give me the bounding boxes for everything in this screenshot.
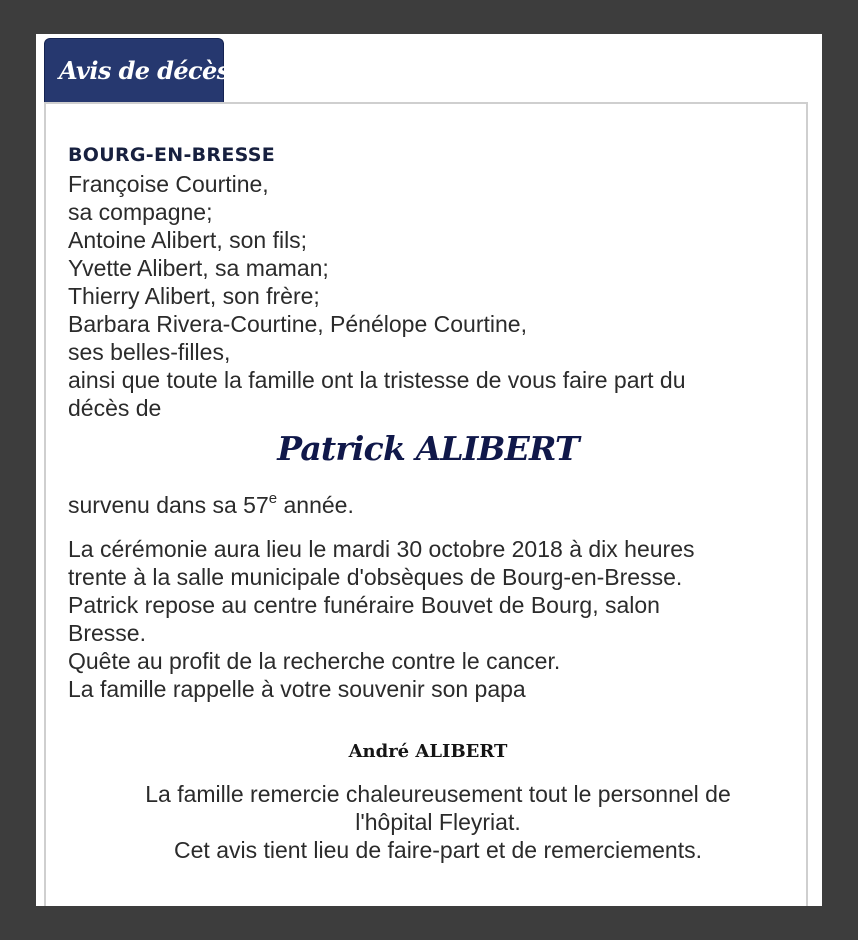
notice-city: BOURG-EN-BRESSE [68,144,276,166]
announcement-line: décès de [68,395,162,421]
ceremony-block [68,535,788,703]
tab-label: Avis de décès [59,56,230,85]
announcement-line: Françoise Courtine, [68,171,269,197]
announcement-line: ainsi que toute la famille ont la tristesse de vous faire part du [68,367,686,393]
thanks-block [68,780,788,864]
age-superscript: e [268,490,278,508]
age-prefix: survenu dans sa 57 [68,492,269,518]
thanks-line: Cet avis tient lieu de faire-part et de remerciements. [174,837,702,863]
announcement-line: Antoine Alibert, son fils; [68,227,308,253]
announcement-line: Thierry Alibert, son frère; [68,283,320,309]
announcement-line: sa compagne; [68,199,213,225]
father-name: André ALIBERT [348,741,508,762]
ceremony-line: Bresse. [68,620,146,646]
announcement-line: Yvette Alibert, sa maman; [68,255,329,281]
ceremony-line: Patrick repose au centre funéraire Bouvet de Bourg, salon [68,592,660,618]
ceremony-line: Quête au profit de la recherche contre le cancer. [68,648,561,674]
thanks-line: l'hôpital Fleyriat. [355,809,521,835]
ceremony-line: La famille rappelle à votre souvenir son papa [68,676,526,702]
age-suffix: année. [277,492,354,518]
obituary-tab[interactable] [44,38,230,102]
thanks-line: La famille remercie chaleureusement tout le personnel de [145,781,731,807]
announcement-line: ses belles-filles, [68,339,231,365]
obituary-card [36,34,822,906]
announcement-line: Barbara Rivera-Courtine, Pénélope Courtine, [68,311,527,337]
ceremony-line: La cérémonie aura lieu le mardi 30 octobre 2018 à dix heures [68,536,695,562]
age-line [68,491,788,519]
deceased-name: Patrick ALIBERT [277,429,579,468]
announcement-block [68,170,788,422]
ceremony-line: trente à la salle municipale d'obsèques de Bourg-en-Bresse. [68,564,683,590]
notice-content [68,140,788,864]
